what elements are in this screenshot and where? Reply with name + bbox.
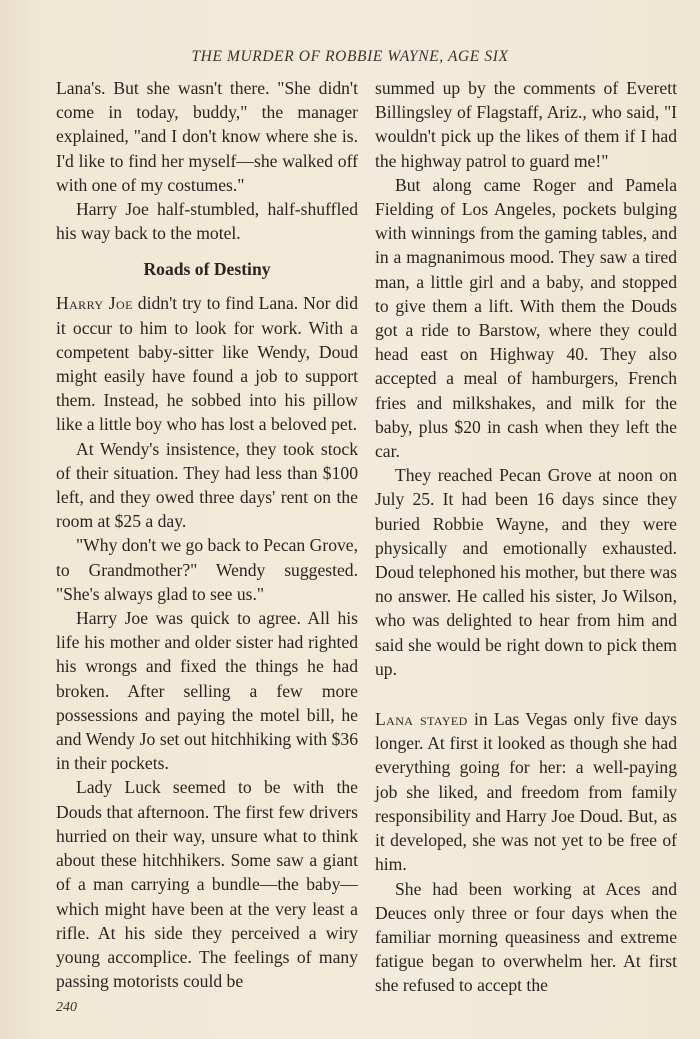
small-caps-lead: Lana stayed xyxy=(375,709,468,730)
small-caps-lead: Harry Joe xyxy=(56,293,133,314)
right-paragraph-3: They reached Pecan Grove at noon on July 25. It had been 16 days since they buried Robbie Wayne, and they were physically and emotionally exhausted. Doud telephoned his mother, but there was no answer. He called his sister, Jo Wilson, who was delighted to hear from him and said she would be right down to pick them up. xyxy=(375,465,677,679)
running-head: THE MURDER OF ROBBIE WAYNE, AGE SIX xyxy=(191,48,509,65)
left-paragraph-2: Harry Joe half-stumbled, half-shuffled his way back to the motel. xyxy=(56,199,358,244)
section-heading: Roads of Destiny xyxy=(143,259,271,280)
left-paragraph-3 xyxy=(56,291,358,436)
right-paragraph-4 xyxy=(375,707,677,876)
left-paragraph-3-body: didn't try to find Lana. Nor did it occur to him to look for work. With a competent baby-sitter like Wendy, Doud might easily have found a job to support them. Instead, he sobbed into his pillow like a little boy who has lost a beloved pet. xyxy=(56,293,358,435)
section-break xyxy=(375,681,677,707)
right-paragraph-1: summed up by the comments of Everett Billingsley of Flagstaff, Ariz., who said, "I wouldn't pick up the likes of them if I had the highway patrol to guard me!" xyxy=(375,78,677,171)
page-number: 240 xyxy=(56,1000,77,1015)
left-paragraph-5: "Why don't we go back to Pecan Grove, to Grandmother?" Wendy suggested. "She's always glad to see us." xyxy=(56,535,358,604)
left-paragraph-1: Lana's. But she wasn't there. "She didn't come in today, buddy," the manager explained, "and I don't know where she is. I'd like to find her myself—she walked off with one of my costumes." xyxy=(56,78,358,195)
right-column xyxy=(375,76,677,998)
right-paragraph-4-body: in Las Vegas only five days longer. At first it looked as though she had everything going for her: a well-paying job she liked, and freedom from family responsibility and Harry Joe Doud. But, as it developed, she was not yet to be free of him. xyxy=(375,709,677,875)
right-paragraph-2: But along came Roger and Pamela Fielding of Los Angeles, pockets bulging with winnings from the gaming tables, and in a magnanimous mood. They saw a tired man, a little girl and a baby, and stopped to give them a lift. With them the Douds got a ride to Barstow, where they could head east on Highway 40. They also accepted a meal of hamburgers, French fries and milkshakes, and milk for the baby, plus $20 in cash when they left the car. xyxy=(375,174,677,462)
left-column xyxy=(56,76,358,993)
left-paragraph-6: Harry Joe was quick to agree. All his life his mother and older sister had righted his wrongs and fixed the things he had broken. After selling a few more possessions and paying the motel bill, he and Wendy Jo set out hitchhiking with $36 in their pockets. xyxy=(56,608,358,774)
right-paragraph-5: She had been working at Aces and Deuces only three or four days when the familiar morning queasiness and extreme fatigue began to overwhelm her. At first she refused to accept the xyxy=(375,878,677,996)
left-paragraph-7: Lady Luck seemed to be with the Douds that afternoon. The first few drivers hurried on their way, unsure what to think about these hitchhikers. Some saw a giant of a man carrying a bundle—the baby—which might have been at the very least a rifle. At his side they perceived a wiry young accomplice. The feelings of many passing motorists could be xyxy=(56,777,358,992)
left-paragraph-4: At Wendy's insistence, they took stock of their situation. They had less than $100 left, and they owed three days' rent on the room at $25 a day. xyxy=(56,438,358,532)
